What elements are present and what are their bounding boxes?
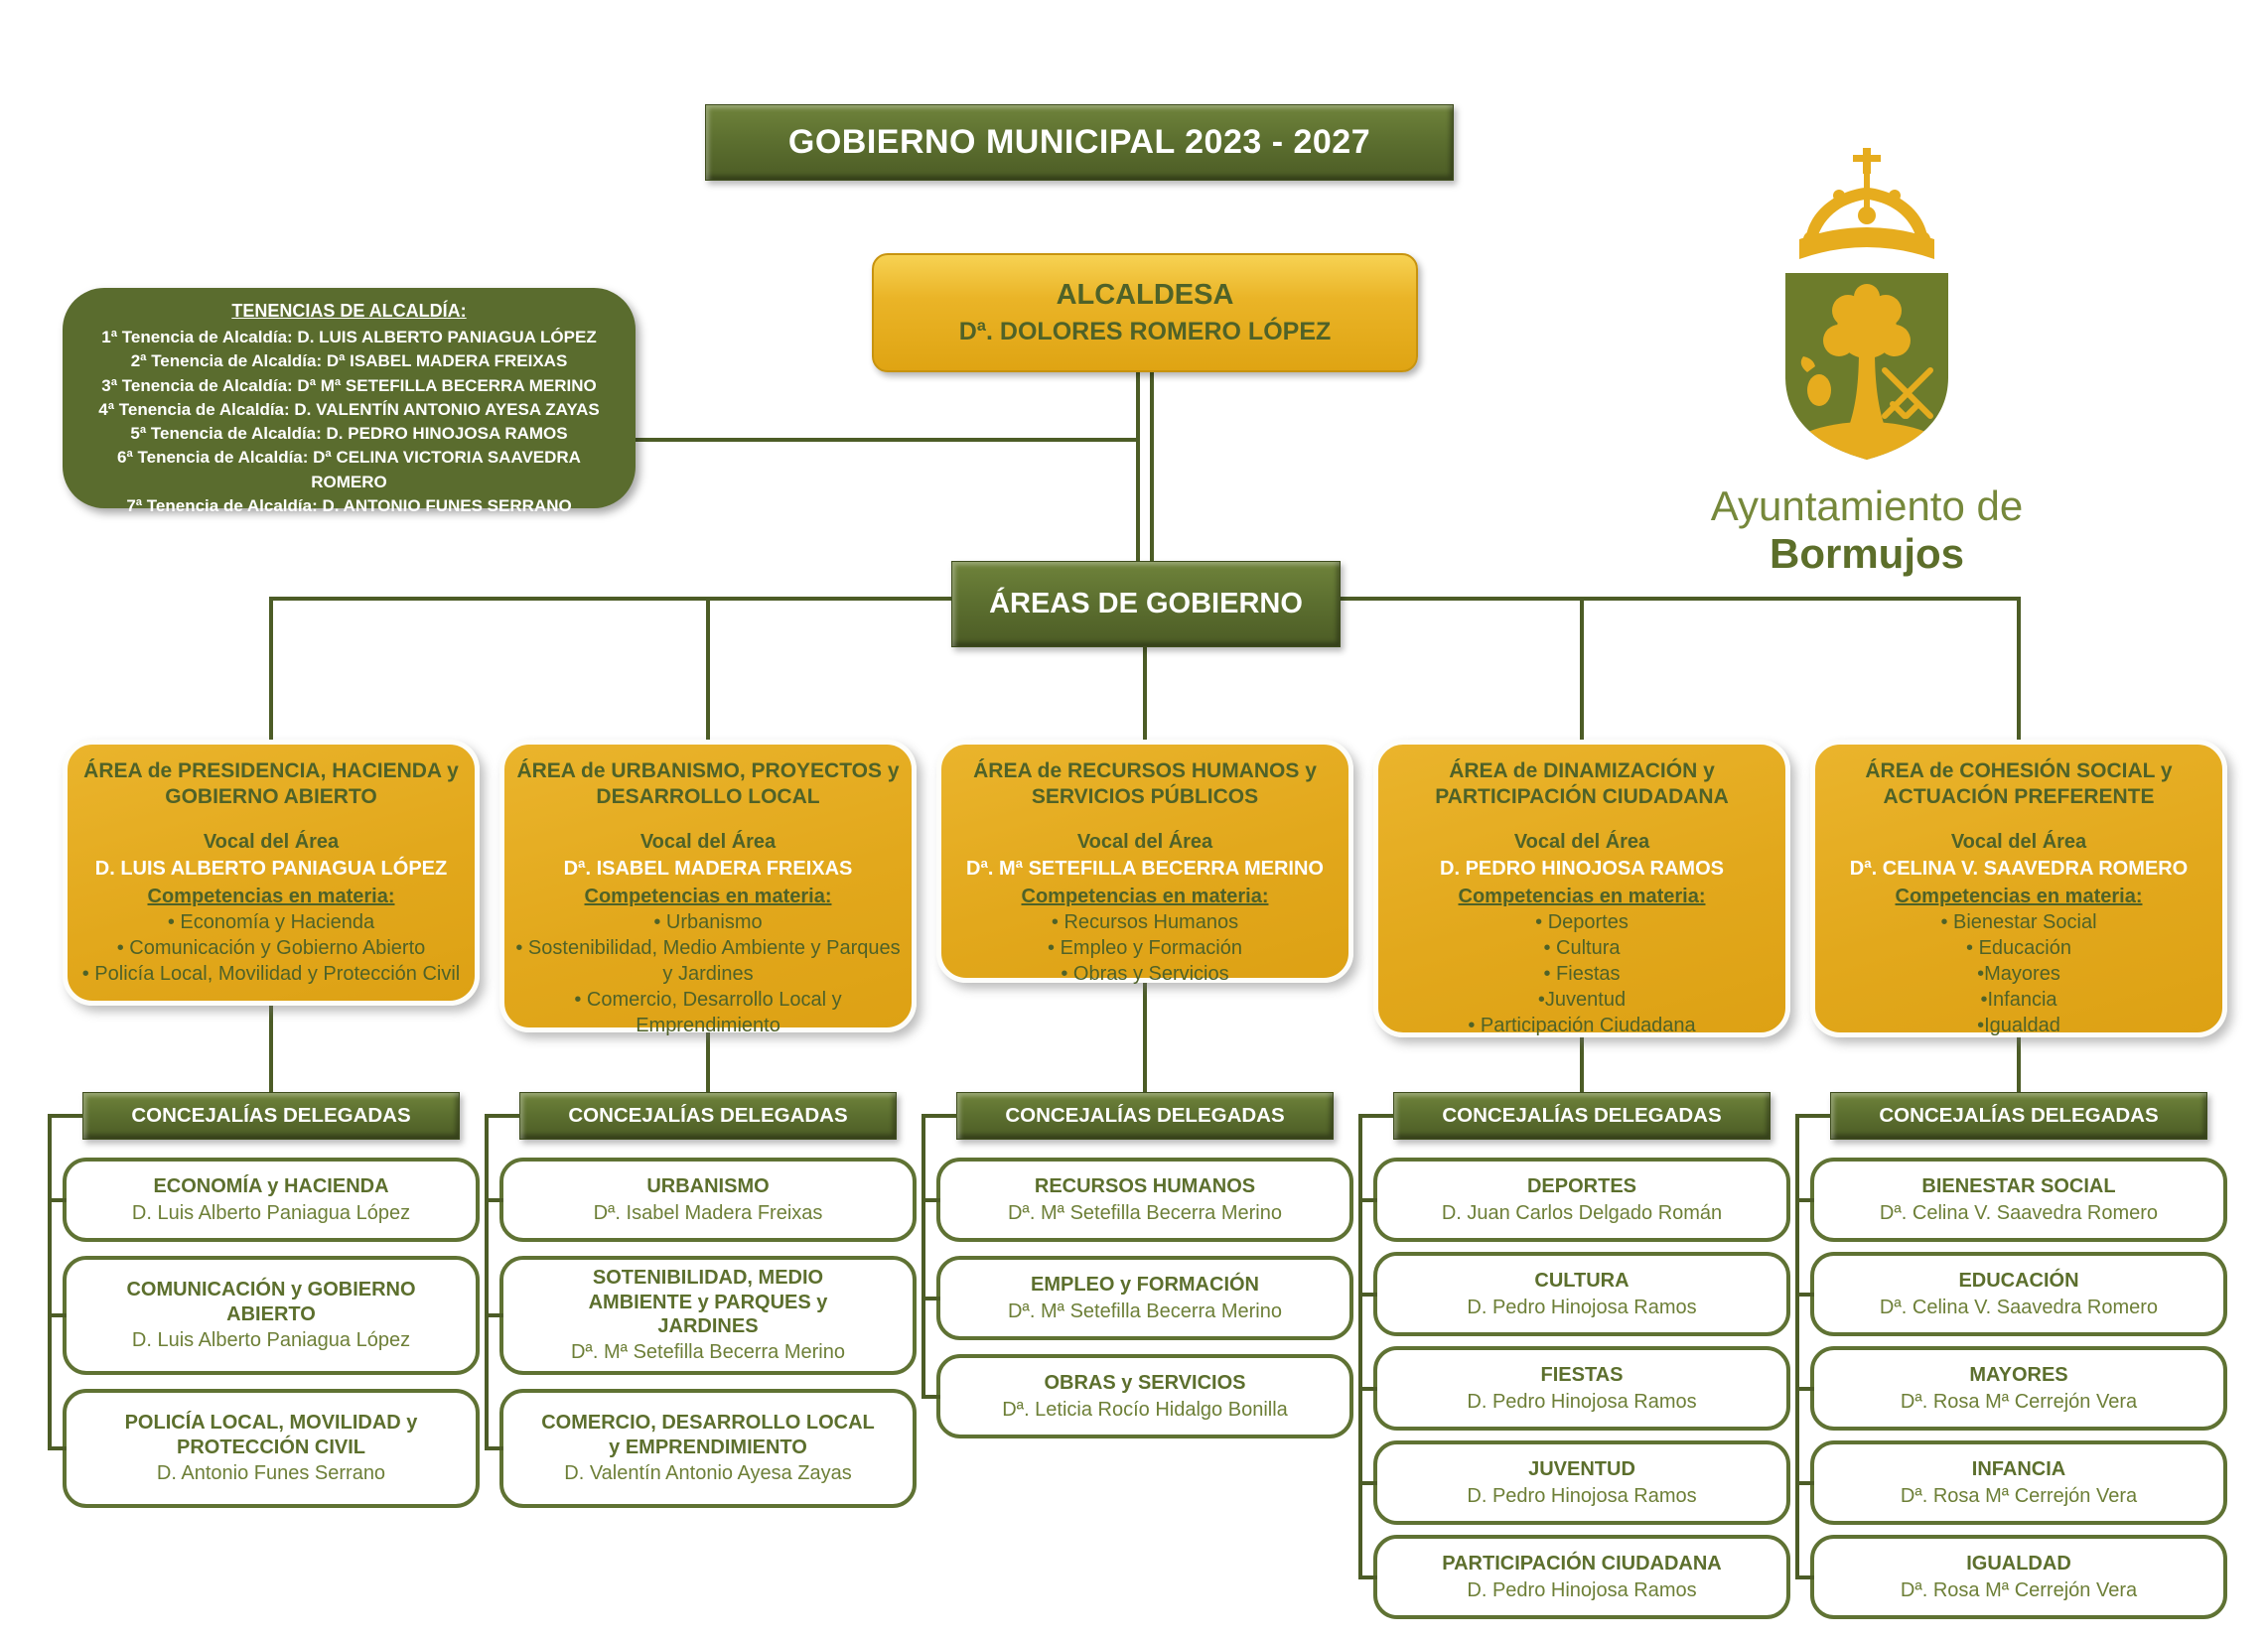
- competencias-label: Competencias en materia:: [584, 886, 832, 908]
- concejalia-box: [63, 1158, 480, 1242]
- competencias-label: Competencias en materia:: [1458, 886, 1706, 908]
- concejalia-title: INFANCIA: [1971, 1458, 2066, 1481]
- concejalia-name: D. Luis Alberto Paniagua López: [131, 1329, 411, 1352]
- concejalia-box: [1810, 1535, 2227, 1619]
- column-spine: [485, 1115, 489, 1446]
- competencia-item: • Bienestar Social: [1940, 911, 2097, 934]
- concejalia-name: Dª. Rosa Mª Cerrejón Vera: [1900, 1578, 2138, 1601]
- competencia-item: • Deportes: [1535, 911, 1629, 934]
- concejalia-title: JUVENTUD: [1528, 1458, 1635, 1481]
- concejalia-title: OBRAS y SERVICIOS: [1044, 1372, 1246, 1395]
- vocal-name: Dª. CELINA V. SAAVEDRA ROMERO: [1849, 858, 2189, 881]
- competencias-label: Competencias en materia:: [1021, 886, 1269, 908]
- concejalia-title: MAYORES: [1969, 1364, 2068, 1387]
- concejalias-header: CONCEJALÍAS DELEGADAS: [956, 1092, 1334, 1140]
- area-box-urbanismo: [499, 740, 917, 1037]
- connector-area2-concejalias: [706, 1031, 710, 1092]
- competencia-item: • Economía y Hacienda: [167, 911, 375, 934]
- competencia-item: • Comercio, Desarrollo Local y Emprendimiento: [574, 989, 842, 1037]
- vocal-label: Vocal del Área: [1950, 831, 2087, 854]
- concejalias-column-recursos: [936, 1092, 1353, 1438]
- connector-drop-area-5: [2017, 597, 2021, 740]
- column-spine: [921, 1115, 925, 1395]
- connector-drop-area-2: [706, 597, 710, 740]
- concejalia-name: Dª. Rosa Mª Cerrejón Vera: [1900, 1484, 2138, 1507]
- concejalia-box: [1810, 1252, 2227, 1336]
- competencia-item: • Urbanismo: [653, 911, 763, 934]
- concejalia-name: Dª. Mª Setefilla Becerra Merino: [570, 1341, 845, 1364]
- vocal-name: D. PEDRO HINOJOSA RAMOS: [1440, 858, 1724, 881]
- area-box-presidencia: [63, 740, 480, 1006]
- concejalia-title: PARTICIPACIÓN CIUDADANA: [1442, 1553, 1722, 1575]
- alcaldesa-name: Dª. DOLORES ROMERO LÓPEZ: [958, 318, 1332, 345]
- competencia-item: • Comunicación y Gobierno Abierto: [116, 937, 426, 960]
- page-title: GOBIERNO MUNICIPAL 2023 - 2027: [705, 104, 1454, 181]
- concejalia-name: Dª. Rosa Mª Cerrejón Vera: [1900, 1390, 2138, 1413]
- concejalia-box: [499, 1256, 917, 1375]
- concejalia-box: [936, 1158, 1353, 1242]
- areas-banner: ÁREAS DE GOBIERNO: [951, 561, 1341, 647]
- competencia-item: • Policía Local, Movilidad y Protección Civil: [81, 963, 461, 986]
- competencia-item: • Cultura: [1543, 937, 1621, 960]
- area-box-cohesion-social: [1810, 740, 2227, 1037]
- area-title: ÁREA de URBANISMO, PROYECTOS y DESARROLLO LOCAL: [516, 759, 900, 809]
- concejalia-title: IGUALDAD: [1966, 1553, 2071, 1575]
- tenencia-item: 7ª Tenencia de Alcaldía: D. ANTONIO FUNES SERRANO: [126, 496, 572, 516]
- concejalia-box: [63, 1389, 480, 1508]
- coat-of-arms-icon: [1743, 144, 1991, 472]
- concejalia-box: [1373, 1252, 1790, 1336]
- concejalia-name: Dª. Mª Setefilla Becerra Merino: [1007, 1201, 1282, 1224]
- concejalias-column-cohesion: [1810, 1092, 2227, 1619]
- concejalia-title: EDUCACIÓN: [1958, 1270, 2079, 1293]
- concejalias-column-urbanismo: [499, 1092, 917, 1508]
- concejalia-name: D. Pedro Hinojosa Ramos: [1467, 1296, 1697, 1318]
- concejalia-name: Dª. Isabel Madera Freixas: [593, 1201, 823, 1224]
- concejalia-name: D. Luis Alberto Paniagua López: [131, 1201, 411, 1224]
- competencia-item: •Igualdad: [1977, 1015, 2060, 1037]
- tenencia-item: 1ª Tenencia de Alcaldía: D. LUIS ALBERTO PANIAGUA LÓPEZ: [101, 328, 597, 346]
- alcaldesa-box: [872, 253, 1418, 372]
- column-spine: [48, 1115, 52, 1446]
- concejalia-title: CULTURA: [1534, 1270, 1630, 1293]
- vocal-label: Vocal del Área: [639, 831, 777, 854]
- concejalia-name: D. Pedro Hinojosa Ramos: [1467, 1578, 1697, 1601]
- area-box-recursos-humanos: [936, 740, 1353, 986]
- concejalia-box: [1373, 1346, 1790, 1431]
- connector-tenencias: [636, 438, 1140, 442]
- competencias-label: Competencias en materia:: [147, 886, 395, 908]
- concejalia-name: D. Juan Carlos Delgado Román: [1441, 1201, 1723, 1224]
- vocal-name: D. LUIS ALBERTO PANIAGUA LÓPEZ: [94, 858, 448, 881]
- concejalia-name: Dª. Celina V. Saavedra Romero: [1879, 1201, 2159, 1224]
- vocal-name: Dª. Mª SETEFILLA BECERRA MERINO: [966, 858, 1324, 881]
- connector-alcaldesa-right: [1150, 372, 1154, 561]
- concejalias-column-dinamizacion: [1373, 1092, 1790, 1619]
- concejalia-title: BIENESTAR SOCIAL: [1921, 1175, 2116, 1198]
- concejalia-name: Dª. Mª Setefilla Becerra Merino: [1007, 1300, 1282, 1322]
- concejalia-title: EMPLEO y FORMACIÓN: [1030, 1274, 1259, 1297]
- connector-area3-concejalias: [1143, 982, 1147, 1092]
- concejalia-title: RECURSOS HUMANOS: [1034, 1175, 1256, 1198]
- concejalia-box: [1810, 1440, 2227, 1525]
- concejalia-box: [936, 1256, 1353, 1340]
- concejalia-name: D. Antonio Funes Serrano: [156, 1462, 386, 1485]
- column-spine: [1358, 1115, 1362, 1575]
- concejalia-box: [936, 1354, 1353, 1438]
- concejalias-column-presidencia: [63, 1092, 480, 1508]
- area-box-dinamizacion: [1373, 740, 1790, 1037]
- tenencias-title: TENENCIAS DE ALCALDÍA:: [231, 301, 467, 321]
- concejalia-box: [63, 1256, 480, 1375]
- connector-drop-area-4: [1580, 597, 1584, 740]
- concejalias-header: CONCEJALÍAS DELEGADAS: [519, 1092, 897, 1140]
- vocal-name: Dª. ISABEL MADERA FREIXAS: [563, 858, 853, 881]
- connector-alcaldesa-left: [1136, 372, 1140, 561]
- concejalia-name: Dª. Leticia Rocío Hidalgo Bonilla: [1002, 1398, 1288, 1421]
- competencia-item: •Infancia: [1980, 989, 2057, 1012]
- competencia-item: • Recursos Humanos: [1051, 911, 1239, 934]
- concejalia-name: D. Valentín Antonio Ayesa Zayas: [564, 1462, 852, 1485]
- area-title: ÁREA de DINAMIZACIÓN y PARTICIPACIÓN CIUDADANA: [1435, 759, 1729, 809]
- vocal-label: Vocal del Área: [203, 831, 340, 854]
- concejalia-box: [1373, 1535, 1790, 1619]
- competencia-item: •Mayores: [1977, 963, 2060, 986]
- tenencia-item: 4ª Tenencia de Alcaldía: D. VALENTÍN ANTONIO AYESA ZAYAS: [98, 399, 600, 419]
- concejalia-title: COMUNICACIÓN y GOBIERNO ABIERTO: [126, 1279, 416, 1325]
- connector-area1-concejalias: [269, 1005, 273, 1092]
- concejalias-header: CONCEJALÍAS DELEGADAS: [1830, 1092, 2207, 1140]
- column-spine: [1795, 1115, 1799, 1575]
- competencia-item: • Empleo y Formación: [1048, 937, 1242, 960]
- alcaldesa-role: ALCALDESA: [1056, 279, 1234, 311]
- concejalia-title: ECONOMÍA y HACIENDA: [153, 1175, 389, 1198]
- logo-org-prefix: Ayuntamiento de: [1710, 482, 2024, 529]
- tenencia-item: 5ª Tenencia de Alcaldía: D. PEDRO HINOJOSA RAMOS: [130, 424, 568, 444]
- logo-org-name: Bormujos: [1769, 530, 1964, 577]
- concejalia-name: D. Pedro Hinojosa Ramos: [1467, 1390, 1697, 1413]
- concejalia-box: [1373, 1440, 1790, 1525]
- concejalia-title: FIESTAS: [1540, 1364, 1624, 1387]
- concejalia-box: [499, 1158, 917, 1242]
- concejalia-title: SOTENIBILIDAD, MEDIO AMBIENTE y PARQUES y JARDINES: [588, 1267, 828, 1337]
- competencia-item: • Educación: [1966, 937, 2071, 960]
- concejalia-name: Dª. Celina V. Saavedra Romero: [1879, 1296, 2159, 1318]
- concejalia-box: [1373, 1158, 1790, 1242]
- area-title: ÁREA de COHESIÓN SOCIAL y ACTUACIÓN PREFERENTE: [1865, 759, 2173, 809]
- concejalia-name: D. Pedro Hinojosa Ramos: [1467, 1484, 1697, 1507]
- tenencia-item: 6ª Tenencia de Alcaldía: Dª CELINA VICTORIA SAAVEDRA ROMERO: [117, 448, 581, 491]
- vocal-label: Vocal del Área: [1513, 831, 1650, 854]
- concejalia-box: [1810, 1158, 2227, 1242]
- tenencia-item: 3ª Tenencia de Alcaldía: Dª Mª SETEFILLA BECERRA MERINO: [101, 375, 597, 395]
- competencia-item: • Fiestas: [1543, 963, 1621, 986]
- concejalia-title: DEPORTES: [1526, 1175, 1637, 1198]
- area-title: ÁREA de PRESIDENCIA, HACIENDA y GOBIERNO ABIERTO: [83, 759, 459, 809]
- concejalia-box: [499, 1389, 917, 1508]
- logo-text: [1629, 482, 2105, 578]
- competencia-item: • Sostenibilidad, Medio Ambiente y Parques y Jardines: [515, 937, 901, 986]
- concejalia-title: URBANISMO: [646, 1175, 770, 1198]
- concejalias-header: CONCEJALÍAS DELEGADAS: [82, 1092, 460, 1140]
- tenencias-box: [63, 288, 636, 516]
- connector-drop-area-3: [1143, 643, 1147, 740]
- concejalias-header: CONCEJALÍAS DELEGADAS: [1393, 1092, 1771, 1140]
- competencia-item: • Obras y Servicios: [1061, 963, 1229, 986]
- ayuntamiento-logo: [1629, 144, 2105, 578]
- competencia-item: • Participación Ciudadana: [1468, 1015, 1696, 1037]
- concejalia-title: POLICÍA LOCAL, MOVILIDAD y PROTECCIÓN CIVIL: [124, 1412, 418, 1458]
- concejalia-title: COMERCIO, DESARROLLO LOCAL y EMPRENDIMIENTO: [541, 1412, 875, 1458]
- concejalia-box: [1810, 1346, 2227, 1431]
- connector-drop-area-1: [269, 597, 273, 740]
- area-title: ÁREA de RECURSOS HUMANOS y SERVICIOS PÚBLICOS: [973, 759, 1317, 809]
- vocal-label: Vocal del Área: [1076, 831, 1213, 854]
- competencias-label: Competencias en materia:: [1895, 886, 2143, 908]
- competencia-item: •Juventud: [1537, 989, 1627, 1012]
- connector-area4-concejalias: [1580, 1036, 1584, 1092]
- tenencia-item: 2ª Tenencia de Alcaldía: Dª ISABEL MADERA FREIXAS: [130, 351, 568, 371]
- connector-area5-concejalias: [2017, 1036, 2021, 1092]
